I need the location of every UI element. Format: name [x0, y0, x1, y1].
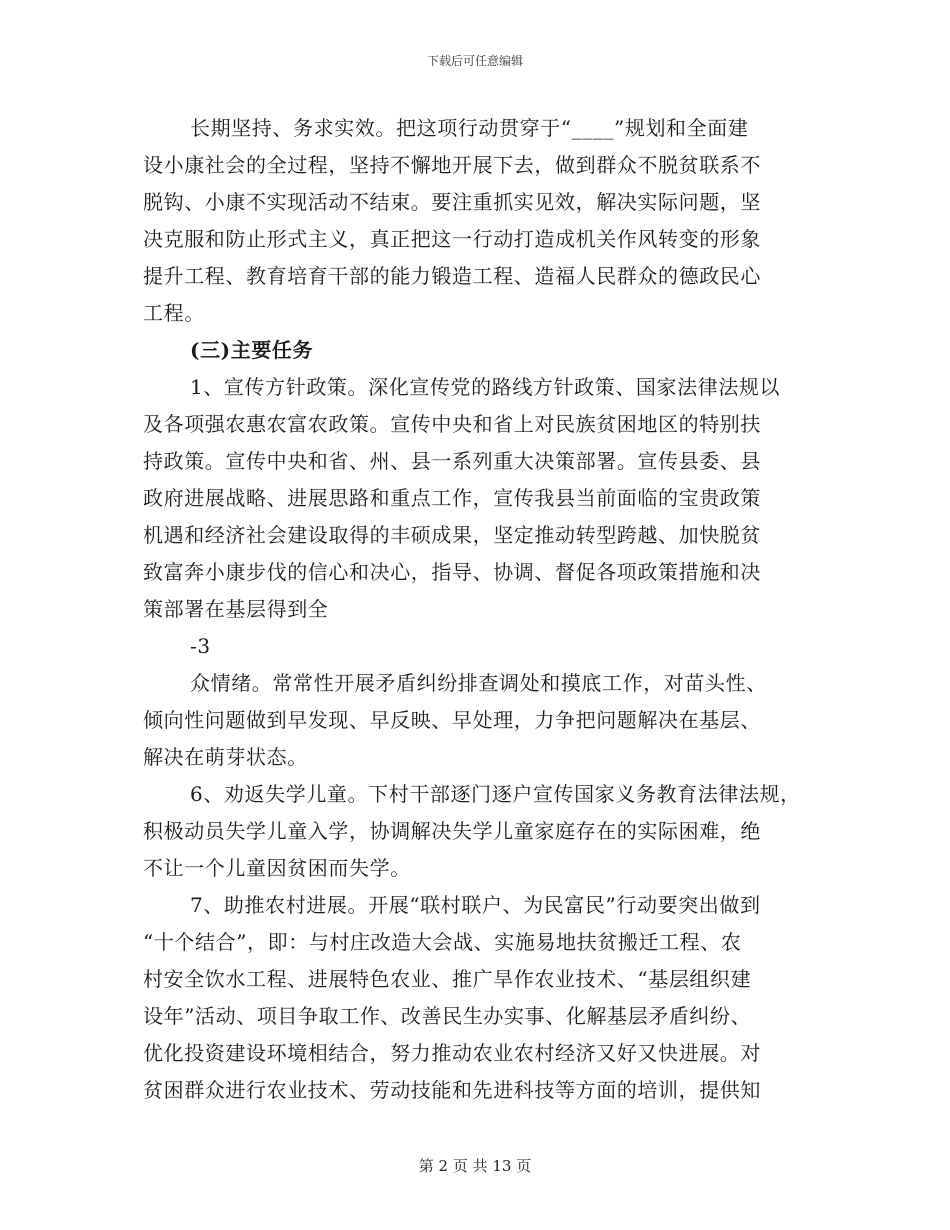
paragraph-line: 决克服和防止形式主义，真正把这一行动打造成机关作风转变的形象 — [143, 227, 761, 251]
paragraph-line: 众情绪。常常性开展矛盾纠纷排查调处和摸底工作，对苗头性、 — [190, 671, 767, 695]
paragraph-line: 脱钩、小康不实现活动不结束。要注重抓实见效，解决实际问题，坚 — [143, 190, 761, 214]
page-marker: -3 — [190, 634, 211, 658]
paragraph-line: 及各项强农惠农富农政策。宣传中央和省上对民族贫困地区的特别扶 — [143, 412, 761, 436]
paragraph-line: 设年”活动、项目争取工作、改善民生办实事、化解基层矛盾纠纷、 — [143, 1004, 752, 1028]
paragraph-line: 持政策。宣传中央和省、州、县一系列重大决策部署。宣传县委、县 — [143, 449, 761, 473]
paragraph-line: 优化投资建设环境相结合，努力推动农业农村经济又好又快进展。对 — [143, 1041, 761, 1065]
paragraph-line: 政府进展战略、进展思路和重点工作，宣传我县当前面临的宝贵政策 — [143, 486, 761, 510]
paragraph-line: “十个结合”，即：与村庄改造大会战、实施易地扶贫搬迁工程、农 — [143, 930, 742, 954]
paragraph-line: 长期坚持、务求实效。把这项行动贯穿于“____”规划和全面建 — [190, 116, 749, 140]
paragraph-line: 机遇和经济社会建设取得的丰硕成果，坚定推动转型跨越、加快脱贫 — [143, 523, 761, 547]
paragraph-line: 6、劝返失学儿童。下村干部逐门逐户宣传国家义务教育法律法规， — [190, 782, 801, 806]
paragraph-line: 提升工程、教育培育干部的能力锻造工程、造福人民群众的德政民心 — [143, 264, 761, 288]
paragraph-line: 7、助推农村进展。开展“联村联户、为民富民”行动要突出做到 — [190, 893, 761, 917]
section-heading: (三)主要任务 — [190, 338, 314, 362]
page-number: 第 2 页 共 13 页 — [418, 1157, 532, 1175]
paragraph-line: 不让一个儿童因贫困而失学。 — [143, 856, 411, 880]
paragraph-line: 倾向性问题做到早发现、早反映、早处理，力争把问题解决在基层、 — [143, 708, 761, 732]
paragraph-line: 致富奔小康步伐的信心和决心，指导、协调、督促各项政策措施和决 — [143, 560, 761, 584]
paragraph-line: 策部署在基层得到全 — [143, 597, 329, 621]
page-header-note: 下载后可任意编辑 — [426, 54, 523, 68]
paragraph-line: 贫困群众进行农业技术、劳动技能和先进科技等方面的培训，提供知 — [143, 1078, 761, 1102]
paragraph-line: 积极动员失学儿童入学，协调解决失学儿童家庭存在的实际困难，绝 — [143, 819, 761, 843]
paragraph-line: 村安全饮水工程、进展特色农业、推广旱作农业技术、“基层组织建 — [143, 967, 752, 991]
paragraph-line: 1、宣传方针政策。深化宣传党的路线方针政策、国家法律法规以 — [190, 375, 781, 399]
paragraph-line: 工程。 — [143, 301, 205, 325]
paragraph-line: 解决在萌芽状态。 — [143, 745, 308, 769]
paragraph-line: 设小康社会的全过程，坚持不懈地开展下去，做到群众不脱贫联系不 — [143, 153, 761, 177]
